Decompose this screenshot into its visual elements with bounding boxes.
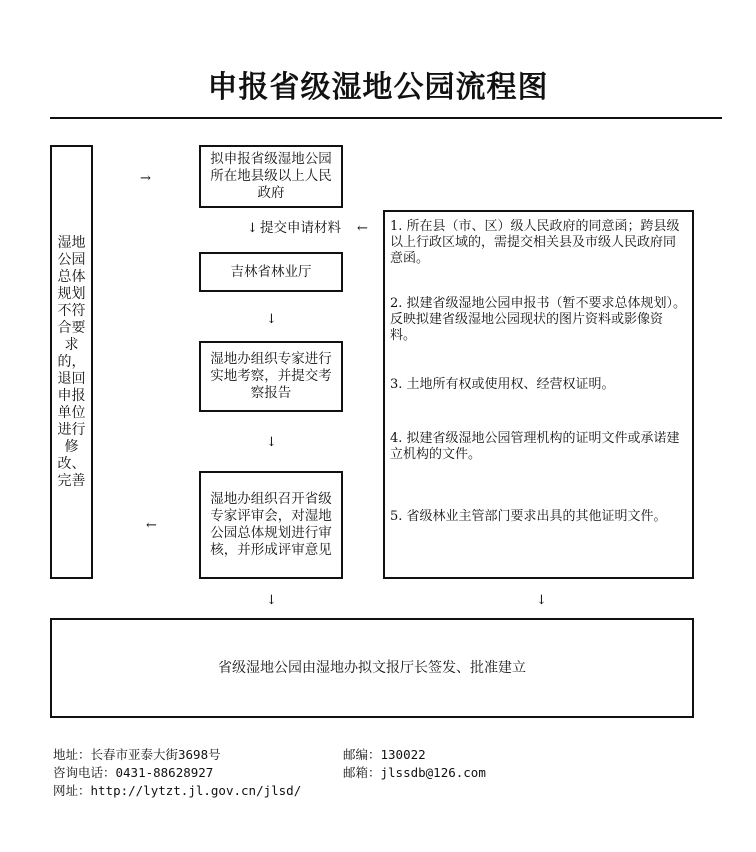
step-field-inspection-text: 湿地办组织专家进行实地考察，并提交考察报告 bbox=[210, 351, 332, 401]
arrow-down-icon: ↓ bbox=[266, 435, 277, 450]
final-approval-text: 省级湿地公园由湿地办拟文报厅长签发、批准建立 bbox=[218, 659, 526, 676]
footer-website: 网址：http://lytzt.jl.gov.cn/jlsd/ bbox=[53, 783, 302, 798]
step-county-government bbox=[199, 145, 343, 208]
footer-email: 邮箱：jlssdb@126.com bbox=[343, 765, 486, 780]
requirement-item: 4. 拟建省级湿地公园管理机构的证明文件或承诺建立机构的文件。 bbox=[390, 431, 680, 462]
step-expert-review-text: 湿地办组织召开省级专家评审会，对湿地公园总体规划进行审核，并形成评审意见 bbox=[210, 491, 332, 558]
return-note-box bbox=[50, 145, 93, 579]
step-expert-review bbox=[199, 471, 343, 579]
final-approval-box bbox=[50, 618, 694, 718]
requirement-item: 3. 土地所有权或使用权、经营权证明。 bbox=[390, 377, 615, 392]
arrow-left-icon: ← bbox=[146, 518, 157, 533]
arrow-right-icon: → bbox=[140, 171, 151, 186]
footer-address: 地址：长春市亚泰大街3698号 bbox=[53, 747, 221, 762]
arrow-down-icon: ↓ bbox=[536, 593, 547, 608]
arrow-down-icon: ↓ bbox=[247, 221, 258, 236]
submit-materials-label: 提交申请材料 bbox=[260, 220, 341, 236]
arrow-down-icon: ↓ bbox=[266, 593, 277, 608]
arrow-down-icon: ↓ bbox=[266, 312, 277, 327]
step-field-inspection bbox=[199, 341, 343, 412]
requirements-box bbox=[383, 210, 694, 579]
return-note-text: 湿地公园总体规划不符合要求的，退回申报单位进行修改、完善 bbox=[57, 234, 86, 489]
requirement-item: 5. 省级林业主管部门要求出具的其他证明文件。 bbox=[390, 509, 667, 524]
page-title: 申报省级湿地公园流程图 bbox=[207, 70, 549, 105]
requirement-item: 1. 所在县（市、区）级人民政府的同意函；跨县级以上行政区域的，需提交相关县及市级人民政府同意函。 bbox=[390, 219, 680, 266]
footer-phone: 咨询电话：0431-88628927 bbox=[53, 765, 214, 780]
title-divider bbox=[50, 117, 722, 119]
requirement-item: 2. 拟建省级湿地公园申报书（暂不要求总体规划）。反映拟建省级湿地公园现状的图片资料或影像资料。 bbox=[390, 296, 687, 343]
step-forestry-department-text: 吉林省林业厅 bbox=[230, 263, 312, 280]
step-county-government-text: 拟申报省级湿地公园所在地县级以上人民政府 bbox=[210, 151, 332, 201]
footer-postcode: 邮编：130022 bbox=[343, 747, 426, 762]
step-forestry-department bbox=[199, 252, 343, 292]
arrow-left-icon: ← bbox=[357, 221, 368, 236]
